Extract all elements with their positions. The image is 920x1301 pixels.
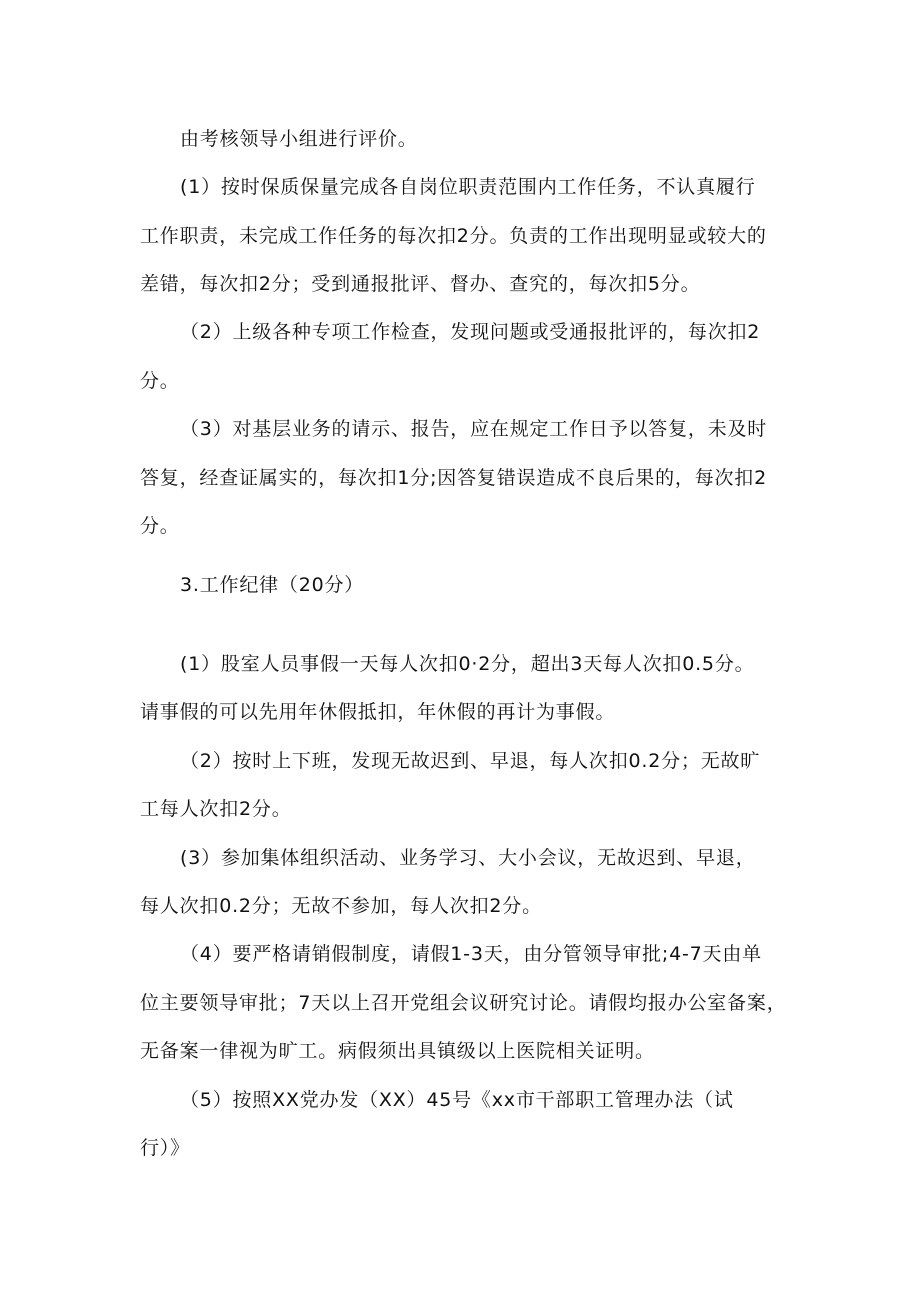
discipline-item-2-line-1: （2）按时上下班，发现无故迟到、早退，每人次扣0.2分；无故旷 — [180, 750, 761, 772]
discipline-item-1-line-2: 请事假的可以先用年休假抵扣，年休假的再计为事假。 — [140, 701, 616, 723]
item-1-line-3: 差错，每次扣2分；受到通报批评、督办、查究的，每次扣5分。 — [140, 273, 701, 295]
paragraph-intro: 由考核领导小组进行评价。 — [180, 128, 418, 150]
item-3-line-2: 答复，经查证属实的，每次扣1分;因答复错误造成不良后果的，每次扣2 — [140, 467, 767, 489]
item-3-line-3: 分。 — [140, 515, 180, 537]
item-2-line-1: （2）上级各种专项工作检查，发现问题或受通报批评的，每次扣2 — [180, 321, 761, 343]
discipline-item-4-line-3: 无备案一律视为旷工。病假须出具镇级以上医院相关证明。 — [140, 1040, 655, 1062]
item-1-line-1: (1）按时保质保量完成各自岗位职责范围内工作任务，不认真履行 — [180, 176, 756, 198]
section-heading-work-discipline: 3.工作纪律（20分） — [180, 574, 365, 596]
item-1-line-2: 工作职责，未完成工作任务的每次扣2分。负责的工作出现明显或较大的 — [140, 225, 767, 247]
discipline-item-5-line-1: （5）按照XX党办发（XX）45号《xx市干部职工管理办法（试 — [180, 1089, 734, 1111]
discipline-item-4-line-2: 位主要领导审批；7天以上召开党组会议研究讨论。请假均报办公室备案， — [140, 992, 787, 1014]
discipline-item-3-line-1: (3）参加集体组织活动、业务学习、大小会议，无故迟到、早退， — [180, 847, 756, 869]
discipline-item-3-line-2: 每人次扣0.2分；无故不参加，每人次扣2分。 — [140, 895, 542, 917]
discipline-item-4-line-1: （4）要严格请销假制度，请假1-3天，由分管领导审批;4-7天由单 — [180, 943, 762, 965]
discipline-item-2-line-2: 工每人次扣2分。 — [140, 798, 292, 820]
discipline-item-5-line-2: 行）》 — [140, 1137, 190, 1159]
item-3-line-1: （3）对基层业务的请示、报告，应在规定工作日予以答复，未及时 — [180, 418, 768, 440]
item-2-line-2: 分。 — [140, 370, 180, 392]
discipline-item-1-line-1: (1）股室人员事假一天每人次扣0·2分，超出3天每人次扣0.5分。 — [180, 653, 755, 675]
